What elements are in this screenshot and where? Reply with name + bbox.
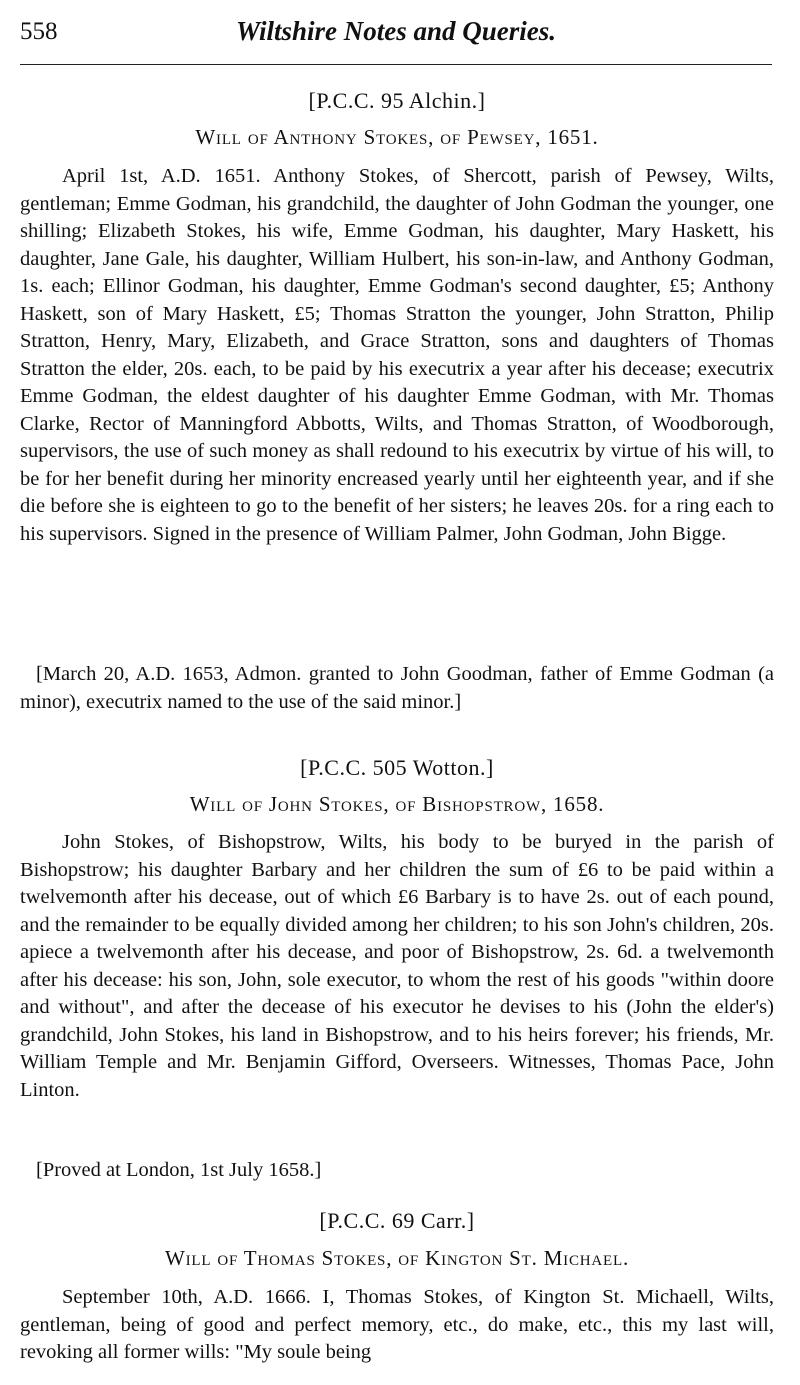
- section-body: September 10th, A.D. 1666. I, Thomas Stokes, of Kington St. Michaell, Wilts, gentleman, being of good and perfect memory, etc., do make, etc., this my last will, revoking all former wills: "My soule being: [20, 1286, 774, 1363]
- section-note: [Proved at London, 1st July 1658.]: [36, 1159, 322, 1181]
- running-title: Wiltshire Notes and Queries.: [235, 16, 557, 46]
- section-title: Will of Thomas Stokes, of Kington St. Michael.: [164, 1246, 630, 1270]
- page-number: 558: [20, 18, 58, 45]
- section-reference: [P.C.C. 95 Alchin.]: [308, 88, 486, 113]
- section-note: [March 20, A.D. 1653, Admon. granted to John Goodman, father of Emme Godman (a minor), executrix named to the use of the said minor.]: [20, 663, 774, 713]
- section-title: Will of John Stokes, of Bishopstrow, 1658.: [189, 792, 605, 816]
- section-title: Will of Anthony Stokes, of Pewsey, 1651.: [195, 125, 599, 149]
- section-reference: [P.C.C. 69 Carr.]: [319, 1208, 475, 1233]
- section-body: April 1st, A.D. 1651. Anthony Stokes, of Shercott, parish of Pewsey, Wilts, gentleman; Emme Godman, his grandchild, the daughter of John Godman the younger, one shilling; Elizabeth Stokes, his wife, Emme Godman, his daughter, Mary Haskett, his daughter, Jane Gale, his daughter, William Hulbert, his son-in-law, and Anthony Godman, 1s. each; Ellinor Godman, his daughter, Emme Godman's second daughter, £5; Anthony Haskett, son of Mary Haskett, £5; Thomas Stratton the younger, John Stratton, Philip Stratton, Henry, Mary, Elizabeth, and Grace Stratton, sons and daughters of Thomas Stratton the elder, 20s. each, to be paid by his executrix a year after his decease; executrix Emme Godman, the eldest daughter of his daughter Emme Godman, with Mr. Thomas Clarke, Rector of Manningford Abbotts, Wilts, and Thomas Stratton, of Woodborough, supervisors, the use of such money as shall redound to his executrix by virtue of his will, to be for her benefit during her minority encreased yearly until her eighteenth year, and if she die before she is eighteen to go to the benefit of her sisters; he leaves 20s. for a ring each to his supervisors. Signed in the presence of William Palmer, John Godman, John Bigge.: [20, 165, 774, 545]
- section-body: John Stokes, of Bishopstrow, Wilts, his body to be buryed in the parish of Bishopstrow; his daughter Barbary and her children the sum of £6 to be paid within a twelvemonth after his decease, out of which £6 Barbary is to have 2s. out of each pound, and the remainder to be equally divided among her children; to his son John's children, 20s. apiece a twelvemonth after his decease, and poor of Bishopstrow, 2s. 6d. a twelvemonth after his decease: his son, John, sole executor, to whom the rest of his goods "within doore and without", and after the decease of his executor he devises to his (John the elder's) grandchild, John Stokes, his land in Bishopstrow, and to his heirs forever; his friends, Mr. William Temple and Mr. Benjamin Gifford, Overseers. Witnesses, Thomas Pace, John Linton.: [20, 831, 774, 1101]
- header-rule: [20, 64, 772, 65]
- section-reference: [P.C.C. 505 Wotton.]: [300, 755, 494, 780]
- page-header: [20, 14, 772, 54]
